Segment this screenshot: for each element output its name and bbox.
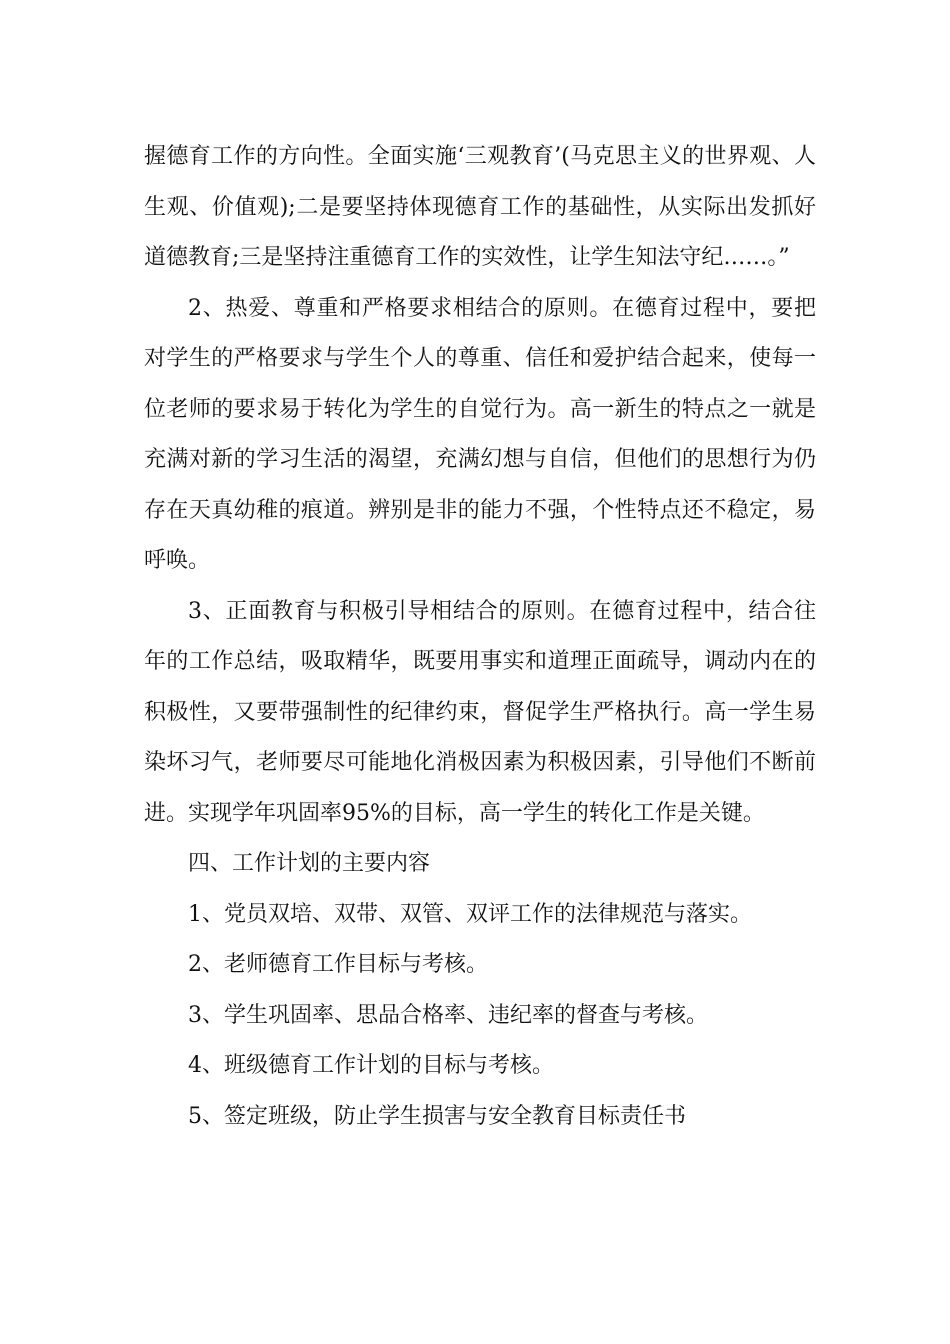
list-item-5: 5、签定班级，防止学生损害与安全教育目标责任书 <box>188 1103 686 1129</box>
document-body <box>144 132 816 1142</box>
paragraph-principle-2: 2、热爱、尊重和严格要求相结合的原则。在德育过程中，要把对学生的严格要求与学生个人的尊重、信任和爱护结合起来，使每一位老师的要求易于转化为学生的自觉行为。高一新生的特点之一就是充满对新的学习生活的渴望，充满幻想与自信，但他们的思想行为仍存在天真幼稚的痕道。辨别是非的能力不强，个性特点还不稳定，易呼唤。 <box>144 295 816 573</box>
paragraph-principle-3: 3、正面教育与积极引导相结合的原则。在德育过程中，结合往年的工作总结，吸取精华，既要用事实和道理正面疏导，调动内在的积极性，又要带强制性的纪律约束，督促学生严格执行。高一学生易染坏习气，老师要尽可能地化消极因素为积极因素，引导他们不断前进。实现学年巩固率95%的目标，高一学生的转化工作是关键。 <box>144 598 816 826</box>
list-item-4: 4、班级德育工作计划的目标与考核。 <box>188 1053 554 1078</box>
list-item-2: 2、老师德育工作目标与考核。 <box>188 952 488 977</box>
list-item-3: 3、学生巩固率、思品合格率、违纪率的督查与考核。 <box>188 1002 708 1028</box>
list-item-1: 1、党员双培、双带、双管、双评工作的法律规范与落实。 <box>188 901 752 927</box>
paragraph-continued-principle-1: 握德育工作的方向性。全面实施‘三观教育’(马克思主义的世界观、人生观、价值观);二是要坚持体现德育工作的基础性，从实际出发抓好道德教育;三是坚持注重德育工作的实效性，让学生知法守纪……。” <box>144 144 816 270</box>
section-heading-work-plan: 四、工作计划的主要内容 <box>188 851 431 876</box>
